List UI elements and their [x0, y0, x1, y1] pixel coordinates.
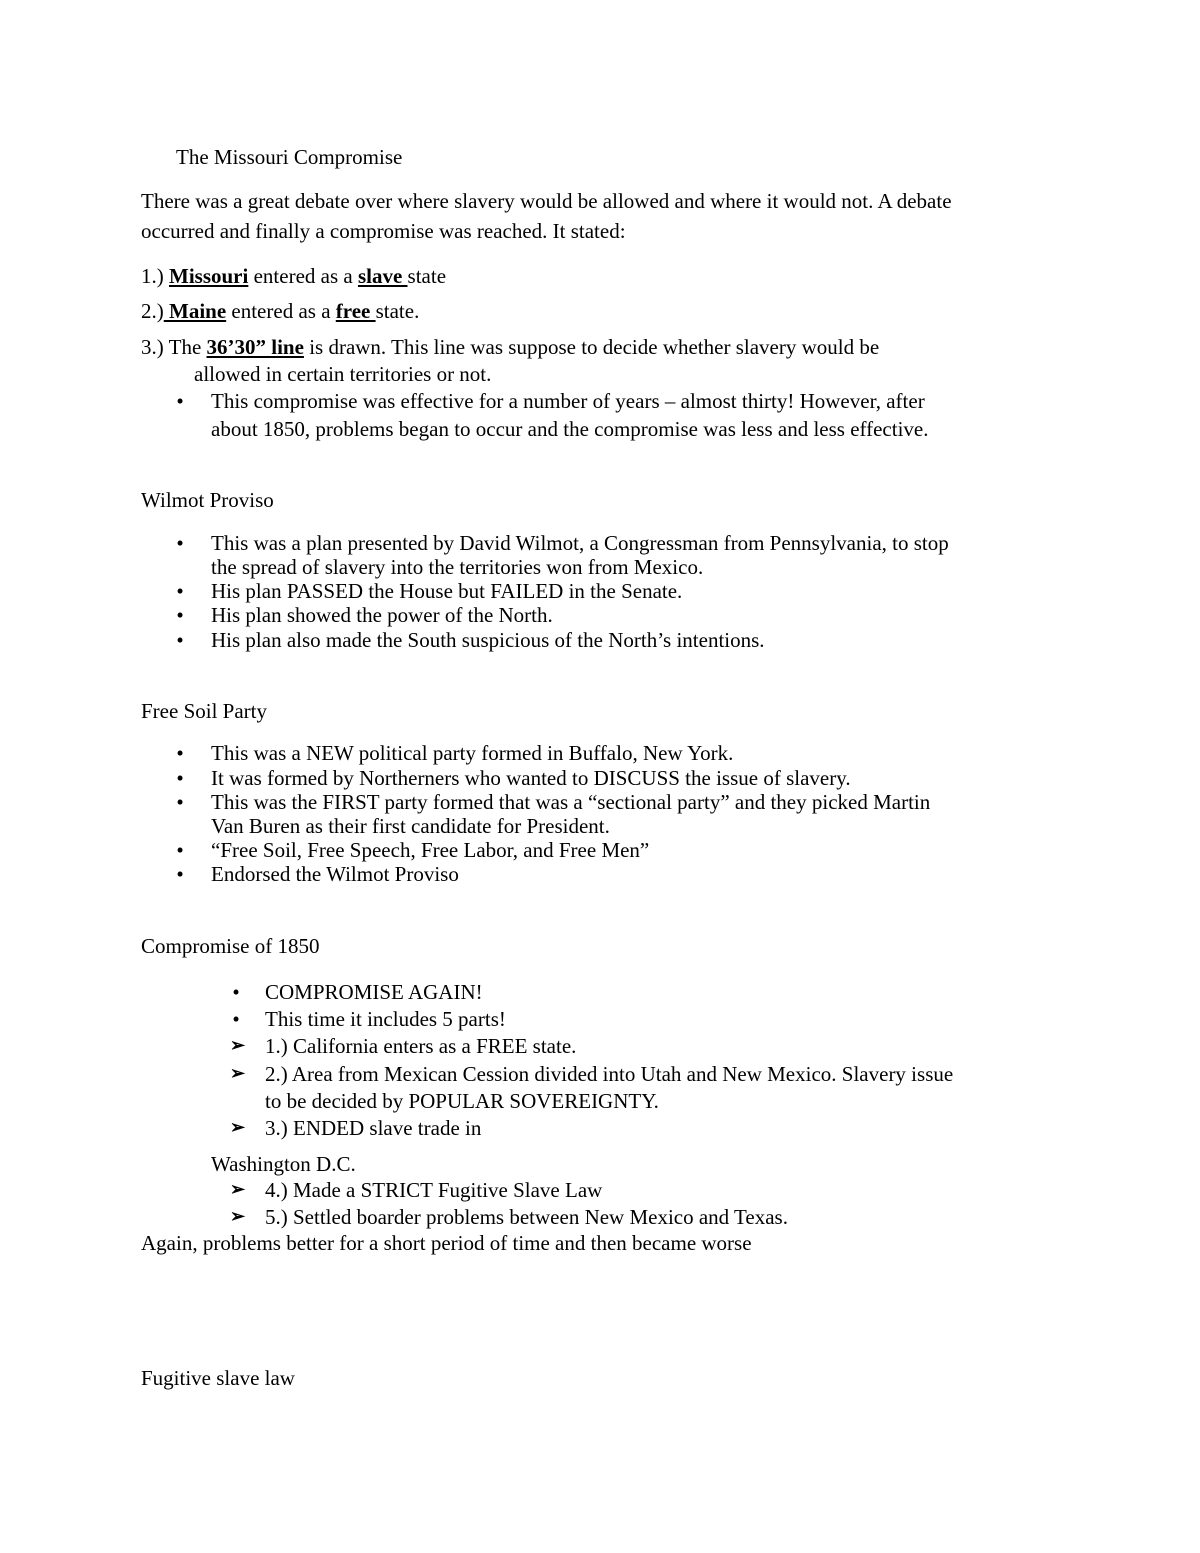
c1850-part-3: 3.) ENDED slave trade in — [265, 1116, 482, 1140]
c1850-part-3-continued: Washington D.C. — [211, 1152, 356, 1176]
missouri-title: The Missouri Compromise — [176, 145, 403, 169]
arrow-bullet-icon: ➢ — [230, 1179, 246, 1199]
bullet-icon: • — [176, 790, 184, 814]
missouri-item-3-continued: allowed in certain territories or not. — [194, 362, 492, 386]
bullet-icon: • — [176, 579, 184, 603]
arrow-bullet-icon: ➢ — [230, 1117, 246, 1137]
missouri-intro-line-1: There was a great debate over where slavery would be allowed and where it would not. A debate — [141, 189, 952, 213]
freesoil-bullet-1: This was a NEW political party formed in Buffalo, New York. — [211, 741, 734, 765]
missouri-item-1: 1.) Missouri entered as a slave state — [141, 264, 447, 288]
c1850-part-2-line-1: 2.) Area from Mexican Cession divided into Utah and New Mexico. Slavery issue — [265, 1062, 954, 1086]
arrow-bullet-icon: ➢ — [230, 1063, 246, 1083]
bullet-icon: • — [176, 838, 184, 862]
freesoil-bullet-4: “Free Soil, Free Speech, Free Labor, and Free Men” — [211, 838, 650, 862]
wilmot-bullet-3: His plan showed the power of the North. — [211, 603, 553, 627]
wilmot-bullet-1-line-1: This was a plan presented by David Wilmot, a Congressman from Pennsylvania, to stop — [211, 531, 949, 555]
bullet-icon: • — [176, 766, 184, 790]
bullet-icon: • — [232, 980, 240, 1004]
missouri-note-line-1: This compromise was effective for a number of years – almost thirty! However, after — [211, 389, 925, 413]
bullet-icon: • — [176, 862, 184, 886]
freesoil-bullet-3-line-1: This was the FIRST party formed that was a “sectional party” and they picked Martin — [211, 790, 931, 814]
c1850-title: Compromise of 1850 — [141, 934, 320, 958]
freesoil-title: Free Soil Party — [141, 699, 267, 723]
arrow-bullet-icon: ➢ — [230, 1035, 246, 1055]
bullet-icon: • — [176, 741, 184, 765]
freesoil-bullet-5: Endorsed the Wilmot Proviso — [211, 862, 459, 886]
c1850-part-1: 1.) California enters as a FREE state. — [265, 1034, 577, 1058]
bullet-icon: • — [176, 531, 184, 555]
wilmot-bullet-2: His plan PASSED the House but FAILED in the Senate. — [211, 579, 683, 603]
c1850-part-2-line-2: to be decided by POPULAR SOVEREIGNTY. — [265, 1089, 659, 1113]
arrow-bullet-icon: ➢ — [230, 1206, 246, 1226]
fugitive-title: Fugitive slave law — [141, 1366, 295, 1390]
c1850-part-4: 4.) Made a STRICT Fugitive Slave Law — [265, 1178, 603, 1202]
missouri-note-line-2: about 1850, problems began to occur and the compromise was less and less effective. — [211, 417, 929, 441]
freesoil-bullet-2: It was formed by Northerners who wanted to DISCUSS the issue of slavery. — [211, 766, 851, 790]
wilmot-title: Wilmot Proviso — [141, 488, 274, 512]
bullet-icon: • — [176, 603, 184, 627]
c1850-bullet-2: This time it includes 5 parts! — [265, 1007, 506, 1031]
missouri-item-2: 2.) Maine entered as a free state. — [141, 299, 420, 323]
missouri-item-3: 3.) The 36’30” line is drawn. This line was suppose to decide whether slavery would be — [141, 335, 880, 359]
c1850-closing: Again, problems better for a short period of time and then became worse — [141, 1231, 752, 1255]
bullet-icon: • — [176, 389, 184, 413]
bullet-icon: • — [232, 1007, 240, 1031]
c1850-bullet-1: COMPROMISE AGAIN! — [265, 980, 483, 1004]
bullet-icon: • — [176, 628, 184, 652]
wilmot-bullet-1-line-2: the spread of slavery into the territories won from Mexico. — [211, 555, 704, 579]
missouri-intro-line-2: occurred and finally a compromise was reached. It stated: — [141, 219, 626, 243]
c1850-part-5: 5.) Settled boarder problems between New Mexico and Texas. — [265, 1205, 788, 1229]
freesoil-bullet-3-line-2: Van Buren as their first candidate for President. — [211, 814, 610, 838]
wilmot-bullet-4: His plan also made the South suspicious of the North’s intentions. — [211, 628, 765, 652]
